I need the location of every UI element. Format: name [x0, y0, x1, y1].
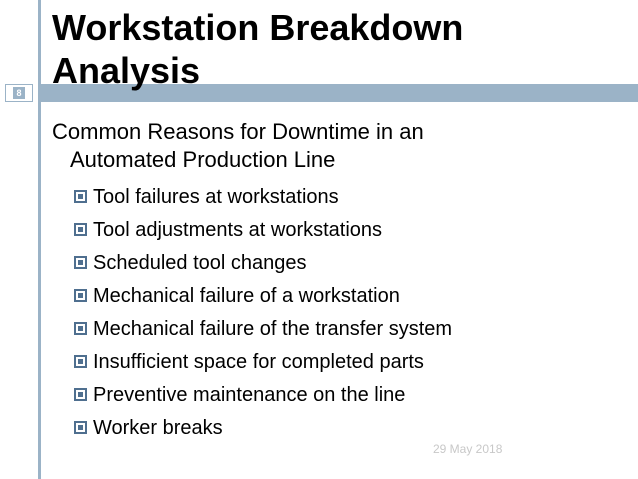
bullet-text: Scheduled tool changes: [93, 251, 307, 274]
slide-date: 29 May 2018: [433, 442, 503, 456]
bullet-text: Worker breaks: [93, 416, 223, 439]
bullet-text: Mechanical failure of a workstation: [93, 284, 400, 307]
square-bullet-icon: [74, 421, 87, 434]
list-item: [74, 246, 452, 279]
left-vertical-rule: [38, 0, 41, 479]
slide-number-box: [5, 84, 33, 102]
bullet-text: Tool failures at workstations: [93, 185, 339, 208]
list-item: [74, 279, 452, 312]
bullet-text: Insufficient space for completed parts: [93, 350, 424, 373]
list-item: [74, 345, 452, 378]
list-item: [74, 378, 452, 411]
square-bullet-icon: [74, 223, 87, 236]
list-item: [74, 180, 452, 213]
slide-title: Workstation Breakdown Analysis: [52, 7, 464, 91]
list-item: [74, 213, 452, 246]
slide-number: 8: [13, 87, 24, 99]
list-item: [74, 411, 452, 444]
square-bullet-icon: [74, 355, 87, 368]
bullet-text: Preventive maintenance on the line: [93, 383, 406, 406]
lead-line-2: Automated Production Line: [70, 147, 336, 172]
lead-text: [52, 118, 522, 174]
square-bullet-icon: [74, 289, 87, 302]
lead-line-1: Common Reasons for Downtime in an: [52, 119, 424, 144]
square-bullet-icon: [74, 190, 87, 203]
bullet-list: [74, 180, 452, 444]
square-bullet-icon: [74, 322, 87, 335]
square-bullet-icon: [74, 256, 87, 269]
bullet-text: Tool adjustments at workstations: [93, 218, 383, 241]
list-item: [74, 312, 452, 345]
square-bullet-icon: [74, 388, 87, 401]
bullet-text: Mechanical failure of the transfer system: [93, 317, 453, 340]
